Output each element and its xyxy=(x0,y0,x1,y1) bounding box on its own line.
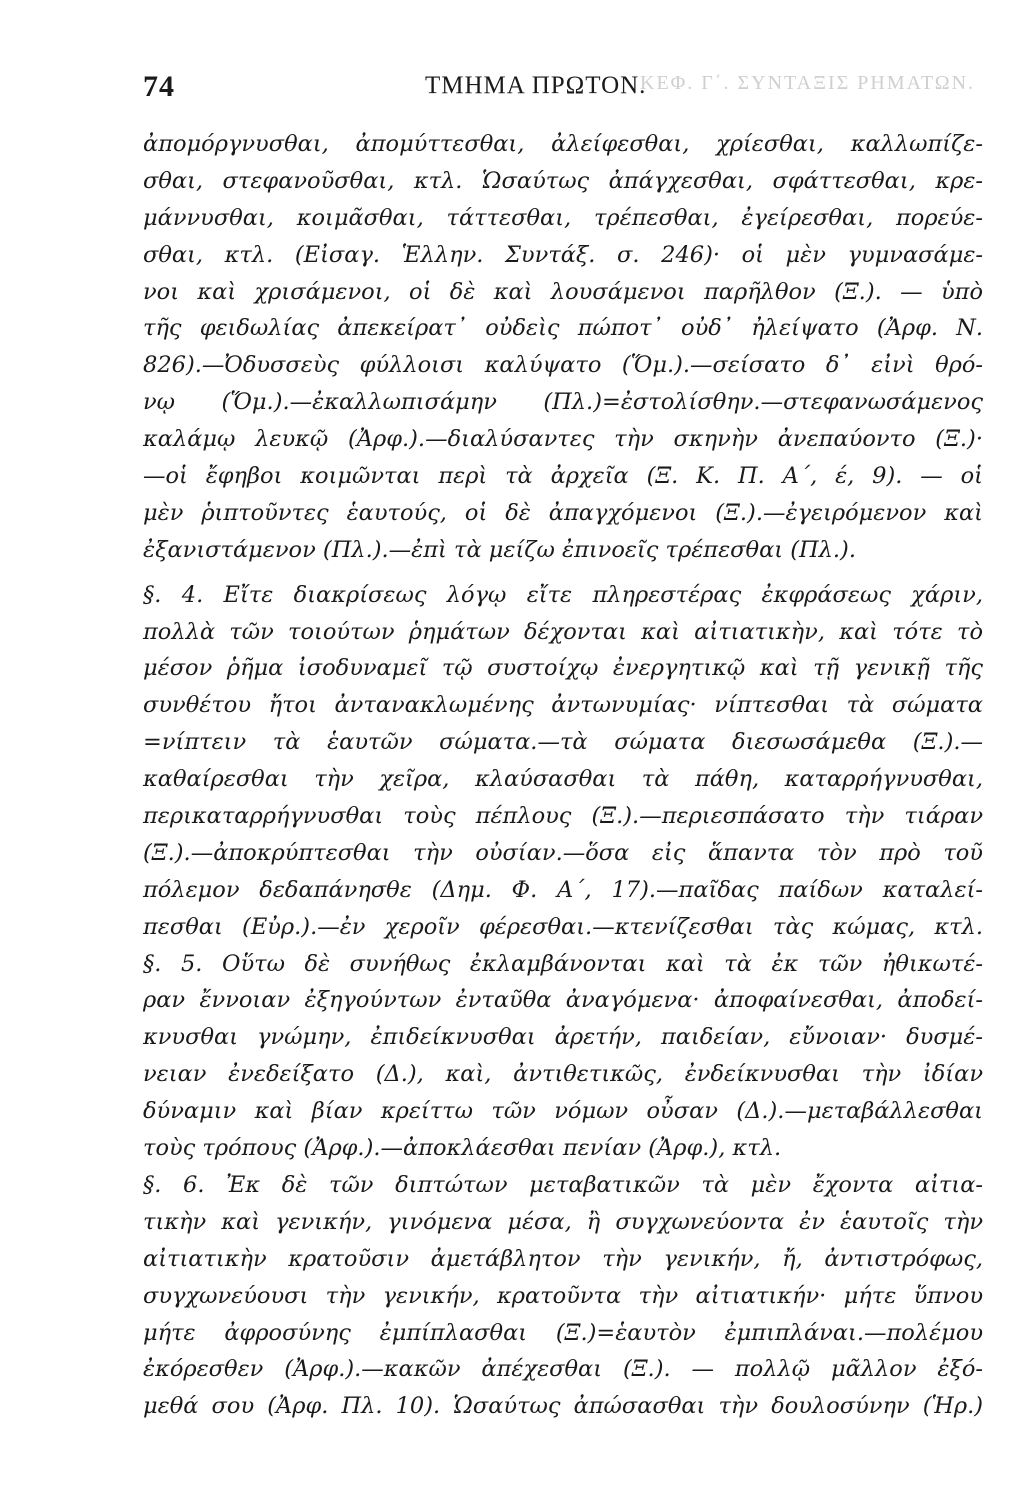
text-line: καλάμῳ λευκῷ (Ἀρφ.).—διαλύσαντες τὴν σκηνὴν ἀνεπαύοντο (Ξ.)· xyxy=(143,426,983,453)
text-line: νειαν ἐνεδείξατο (Δ.), καὶ, ἀντιθετικῶς, ἐνδείκνυσθαι τὴν ἰδίαν xyxy=(143,1061,983,1088)
text-line: νοι καὶ χρισάμενοι, οἱ δὲ καὶ λουσάμενοι παρῆλθον (Ξ.). — ὑπὸ xyxy=(143,278,983,305)
page-number: 74 xyxy=(143,70,175,103)
text-line: περικαταρρήγνυσθαι τοὺς πέπλους (Ξ.).—περιεσπάσατο τὴν τιάραν xyxy=(143,803,983,830)
text-line: συνθέτου ἤτοι ἀντανακλωμένης ἀντωνυμίας· νίπτεσθαι τὰ σώματα xyxy=(143,692,983,719)
text-line: μάννυσθαι, κοιμᾶσθαι, τάττεσθαι, τρέπεσθαι, ἐγείρεσθαι, πορεύε- xyxy=(143,204,983,231)
text-line: καθαίρεσθαι τὴν χεῖρα, κλαύσασθαι τὰ πάθη, καταρρήγνυσθαι, xyxy=(143,766,983,793)
text-line: πεσθαι (Εὐρ.).—ἐν χεροῖν φέρεσθαι.—κτενίζεσθαι τὰς κώμας, κτλ. xyxy=(143,913,983,940)
text-line: κνυσθαι γνώμην, ἐπιδείκνυσθαι ἀρετήν, παιδείαν, εὔνοιαν· δυσμέ- xyxy=(143,1024,983,1051)
text-line: τοὺς τρόπους (Ἀρφ.).—ἀποκλάεσθαι πενίαν (Ἀρφ.), κτλ. xyxy=(143,1135,782,1162)
text-line: τῆς φειδωλίας ἀπεκείρατ᾿ οὐδεὶς πώποτ᾿ οὐδ᾿ ἠλείψατο (Ἀρφ. Ν. xyxy=(143,315,983,342)
text-line: 826).—Ὀδυσσεὺς φύλλοισι καλύψατο (Ὅμ.).—σείσατο δ᾿ εἰνὶ θρό- xyxy=(143,352,983,379)
text-line: πολλὰ τῶν τοιούτων ῥημάτων δέχονται καὶ αἰτιατικὴν, καὶ τότε τὸ xyxy=(143,618,983,645)
text-line: —οἱ ἔφηβοι κοιμῶνται περὶ τὰ ἀρχεῖα (Ξ. Κ. Π. Α΄, έ, 9). — οἱ xyxy=(143,463,983,490)
text-line: μὲν ῥιπτοῦντες ἑαυτούς, οἱ δὲ ἀπαγχόμενοι (Ξ.).—ἐγειρόμενον καὶ xyxy=(143,499,983,526)
text-line: συγχωνεύουσι τὴν γενικήν, κρατοῦντα τὴν αἰτιατικήν· μήτε ὕπνου xyxy=(143,1282,983,1309)
bleed-through-text: ΚΕΦ. Γ΄. ΣΥΝΤΑΞΙΣ ΡΗΜΑΤΩΝ. xyxy=(640,72,976,94)
text-line: σθαι, στεφανοῦσθαι, κτλ. Ὡσαύτως ἀπάγχεσθαι, σφάττεσθαι, κρε- xyxy=(143,167,983,194)
running-head: ΤΜΗΜΑ ΠΡΩΤΟΝ. xyxy=(425,72,647,99)
page-header xyxy=(143,70,883,110)
text-line: μήτε ἀφροσύνης ἐμπίπλασθαι (Ξ.)=ἑαυτὸν ἐμπιπλάναι.—πολέμου xyxy=(143,1319,983,1346)
text-line: δύναμιν καὶ βίαν κρείττω τῶν νόμων οὖσαν (Δ.).—μεταβάλλεσθαι xyxy=(143,1098,983,1125)
text-line: ἐξανιστάμενον (Πλ.).—ἐπὶ τὰ μείζω ἐπινοεῖς τρέπεσθαι (Πλ.). xyxy=(143,536,856,563)
section-5-first-line: §. 5. Οὕτω δὲ συνήθως ἐκλαμβάνονται καὶ τὰ ἐκ τῶν ἠθικωτέ- xyxy=(143,950,983,977)
text-line: ραν ἔννοιαν ἐξηγούντων ἐνταῦθα ἀναγόμενα· ἀποφαίνεσθαι, ἀποδεί- xyxy=(143,987,983,1014)
text-line: μέσον ῥῆμα ἰσοδυναμεῖ τῷ συστοίχῳ ἐνεργητικῷ καὶ τῇ γενικῇ τῆς xyxy=(143,655,983,682)
text-line: ἐκόρεσθεν (Ἀρφ.).—κακῶν ἀπέχεσθαι (Ξ.). — πολλῷ μᾶλλον ἐξό- xyxy=(143,1356,983,1383)
text-line: σθαι, κτλ. (Εἰσαγ. Ἑλλην. Συντάξ. σ. 246)· οἱ μὲν γυμνασάμε- xyxy=(143,241,983,268)
text-line: =νίπτειν τὰ ἑαυτῶν σώματα.—τὰ σώματα διεσωσάμεθα (Ξ.).— xyxy=(143,729,983,756)
text-line: (Ξ.).—ἀποκρύπτεσθαι τὴν οὐσίαν.—ὅσα εἰς ἅπαντα τὸν πρὸ τοῦ xyxy=(143,839,983,866)
section-4-first-line: §. 4. Εἴτε διακρίσεως λόγῳ εἴτε πληρεστέρας ἐκφράσεως χάριν, xyxy=(143,581,983,608)
text-line: αἰτιατικὴν κρατοῦσιν ἀμετάβλητον τὴν γενικήν, ἤ, ἀντιστρόφως, xyxy=(143,1245,983,1272)
text-line: νῳ (Ὅμ.).—ἐκαλλωπισάμην (Πλ.)=ἐστολίσθην.—στεφανωσάμενος xyxy=(143,389,983,416)
body-text xyxy=(143,126,983,1425)
text-line: μεθά σου (Ἀρφ. Πλ. 10). Ὡσαύτως ἀπώσασθαι τὴν δουλοσύνην (Ἡρ.) xyxy=(143,1393,983,1420)
text-line: πόλεμον δεδαπάνησθε (Δημ. Φ. Α΄, 17).—παῖδας παίδων καταλεί- xyxy=(143,876,983,903)
section-6-first-line: §. 6. Ἐκ δὲ τῶν διπτώτων μεταβατικῶν τὰ μὲν ἔχοντα αἰτια- xyxy=(143,1171,983,1198)
text-line: τικὴν καὶ γενικήν, γινόμενα μέσα, ἢ συγχωνεύοντα ἐν ἑαυτοῖς τὴν xyxy=(143,1208,983,1235)
text-line: ἀπομόργνυσθαι, ἀπομύττεσθαι, ἀλείφεσθαι, χρίεσθαι, καλλωπίζε- xyxy=(143,131,983,157)
